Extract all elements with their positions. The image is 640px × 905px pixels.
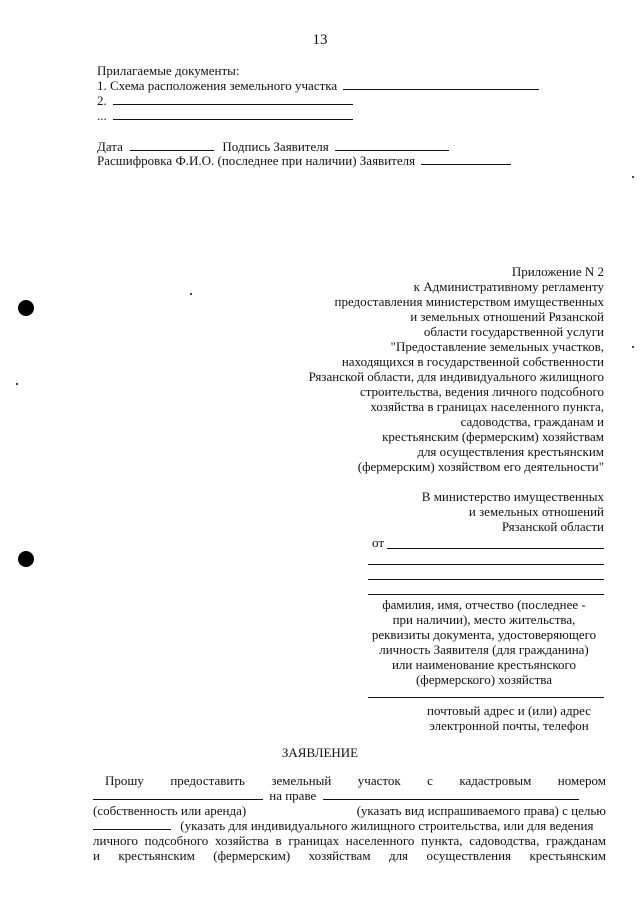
appendix-line: строительства, ведения личного подсобного — [359, 384, 604, 399]
purpose-blank[interactable] — [93, 818, 171, 830]
page-number: 13 — [312, 32, 328, 48]
statement-line-6 — [93, 848, 606, 863]
binder-hole-bottom — [18, 551, 34, 567]
binder-hole-top — [18, 300, 34, 316]
attachments-heading: Прилагаемые документы: — [97, 63, 240, 78]
applicant-blank-2[interactable] — [368, 579, 604, 580]
scan-speck — [16, 383, 18, 385]
statement-word: земельный — [271, 773, 332, 788]
applicant-blank-1[interactable] — [368, 564, 604, 565]
appendix-line: находящихся в государственной собственности — [341, 354, 604, 369]
cadastral-number-blank[interactable] — [93, 788, 263, 800]
statement-word: (фермерским) — [213, 848, 291, 863]
decode-row — [97, 153, 511, 168]
scan-speck — [190, 293, 192, 295]
attachment-item-2 — [97, 93, 353, 108]
attachment-item-3-label: ... — [97, 108, 107, 123]
applicant-note-line: личность Заявителя (для гражданина) — [379, 642, 589, 657]
appendix-line: и земельных отношений Рязанской — [410, 309, 604, 324]
appendix-line: к Административному регламенту — [413, 279, 604, 294]
statement-word: с — [427, 773, 433, 788]
statement-line-3 — [93, 803, 606, 818]
decode-blank[interactable] — [421, 153, 511, 165]
attachment-item-2-label: 2. — [97, 93, 107, 108]
statement-word: для — [388, 848, 409, 863]
statement-line-5-text: личного подсобного хозяйства в границах населенного пункта, садоводства, гражданам — [93, 833, 606, 848]
appendix-line: области государственной услуги — [423, 324, 604, 339]
applicant-note-line: при наличии), место жительства, — [392, 612, 576, 627]
attachment-item-1 — [97, 78, 539, 93]
postal-note-line: электронной почты, телефон — [429, 718, 589, 733]
appendix-line: крестьянским (фермерским) хозяйствам — [382, 429, 604, 444]
right-type-blank[interactable] — [323, 788, 579, 800]
statement-line-2 — [93, 788, 579, 803]
appendix-line: Рязанской области, для индивидуального жилищного — [308, 369, 604, 384]
statement-word: Прошу — [105, 773, 144, 788]
statement-word: крестьянским — [118, 848, 195, 863]
appendix-line: "Предоставление земельных участков, — [390, 339, 604, 354]
statement-line-4-text: (указать для индивидуального жилищного строительства, или для ведения — [180, 818, 594, 833]
decode-label: Расшифровка Ф.И.О. (последнее при наличии) Заявителя — [97, 153, 416, 168]
appendix-line: предоставления министерством имущественных — [334, 294, 604, 309]
postal-note-line: почтовый адрес и (или) адрес — [426, 703, 591, 718]
appendix-line: для осуществления крестьянским — [417, 444, 604, 459]
addressee-line: В министерство имущественных — [421, 489, 604, 504]
signature-label: Подпись Заявителя — [222, 139, 329, 154]
attachment-item-3 — [97, 108, 353, 123]
from-label: от — [372, 535, 385, 550]
statement-title: ЗАЯВЛЕНИЕ — [281, 745, 359, 760]
date-blank[interactable] — [130, 139, 214, 151]
applicant-note-line: (фермерского) хозяйства — [415, 672, 553, 687]
attachment-item-3-blank[interactable] — [113, 108, 353, 120]
attachment-item-2-blank[interactable] — [113, 93, 353, 105]
postal-note — [414, 703, 604, 733]
statement-word: и — [93, 848, 100, 863]
applicant-note — [364, 597, 604, 687]
applicant-note-line: фамилия, имя, отчество (последнее - — [382, 597, 586, 612]
addressee-block — [422, 489, 604, 534]
appendix-title: Приложение N 2 — [511, 264, 604, 279]
attachment-item-1-blank[interactable] — [343, 78, 539, 90]
statement-word: кадастровым — [459, 773, 532, 788]
appendix-line: хозяйства в границах населенного пункта, — [370, 399, 604, 414]
statement-line-4 — [93, 818, 593, 833]
statement-word: номером — [557, 773, 606, 788]
date-label: Дата — [97, 139, 123, 154]
statement-line-3-right: (указать вид испрашиваемого права) с целью — [356, 803, 606, 818]
on-right-label: на праве — [269, 788, 317, 803]
statement-word: осуществления — [426, 848, 512, 863]
statement-line-3-left: (собственность или аренда) — [93, 803, 247, 818]
applicant-note-line: реквизиты документа, удостоверяющего — [371, 627, 597, 642]
applicant-blank-3[interactable] — [368, 594, 604, 595]
applicant-note-line: или наименование крестьянского — [391, 657, 577, 672]
appendix-line: (фермерским) хозяйством его деятельности" — [357, 459, 604, 474]
from-blank[interactable] — [387, 548, 604, 549]
scan-speck — [632, 176, 634, 178]
statement-line-1 — [93, 773, 606, 788]
addressee-line: и земельных отношений — [468, 504, 604, 519]
statement-word: крестьянским — [529, 848, 606, 863]
attachment-item-1-label: 1. Схема расположения земельного участка — [97, 78, 338, 93]
date-signature-row — [97, 139, 449, 154]
statement-word: предоставить — [170, 773, 245, 788]
scan-speck — [632, 346, 634, 348]
addressee-line: Рязанской области — [501, 519, 604, 534]
statement-line-5 — [93, 833, 606, 848]
appendix-line: садоводства, гражданам и — [460, 414, 604, 429]
postal-blank[interactable] — [368, 697, 604, 698]
statement-word: хозяйствам — [308, 848, 371, 863]
signature-blank[interactable] — [335, 139, 449, 151]
statement-word: участок — [357, 773, 401, 788]
appendix-block — [309, 264, 604, 474]
